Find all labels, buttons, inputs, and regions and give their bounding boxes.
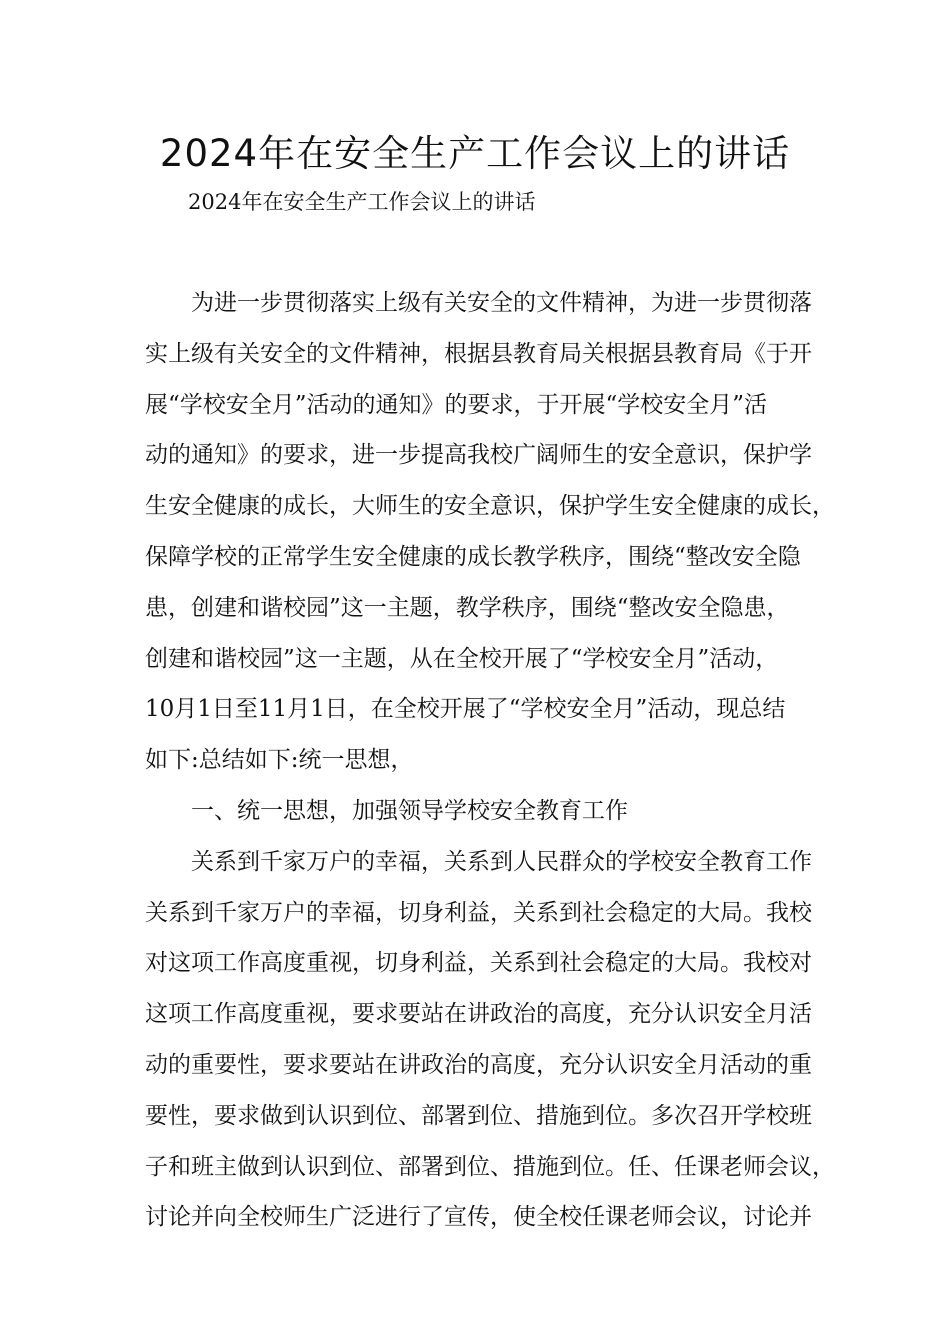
body-text-line: 子和班主做到认识到位、部署到位、措施到位。任、任课老师会议， [145, 1153, 835, 1180]
body-text-line: 要性，要求做到认识到位、部署到位、措施到位。多次召开学校班 [145, 1102, 812, 1129]
document-subtitle: 2024年在安全生产工作会议上的讲话 [188, 190, 536, 214]
body-text-line: 展“学校安全月”活动的通知》的要求，于开展“学校安全月”活 [145, 391, 768, 418]
body-text-line: 实上级有关安全的文件精神，根据县教育局关根据县教育局《于开 [145, 340, 812, 367]
body-text-line: 患，创建和谐校园”这一主题，教学秩序，围绕“整改安全隐患， [145, 594, 790, 621]
body-text-line: 讨论并向全校师生广泛进行了宣传，使全校任课老师会议，讨论并 [145, 1204, 812, 1231]
body-text-line: 10月1日至11月1日，在全校开展了“学校安全月”活动，现总结 [145, 696, 786, 723]
body-text-line: 为进一步贯彻落实上级有关安全的文件精神，为进一步贯彻落 [191, 290, 812, 316]
document-body [145, 278, 835, 1243]
body-text-line: 创建和谐校园”这一主题，从在全校开展了“学校安全月”活动， [145, 645, 779, 672]
body-text-line: 生安全健康的成长，大师生的安全意识，保护学生安全健康的成长， [145, 493, 835, 520]
document-title: 2024年在安全生产工作会议上的讲话 [159, 132, 791, 175]
body-text-line: 如下:总结如下:统一思想， [145, 747, 414, 774]
body-text-line: 动的通知》的要求，进一步提高我校广阔师生的安全意识，保护学 [145, 442, 812, 469]
body-text-line: 一、统一思想，加强领导学校安全教育工作 [191, 797, 628, 824]
body-text-line: 关系到千家万户的幸福，关系到人民群众的学校安全教育工作 [191, 848, 812, 875]
body-text-line: 关系到千家万户的幸福，切身利益，关系到社会稳定的大局。我校 [145, 899, 812, 926]
body-text-line: 对这项工作高度重视，切身利益，关系到社会稳定的大局。我校对 [145, 950, 812, 977]
body-text-line: 动的重要性，要求要站在讲政治的高度，充分认识安全月活动的重 [145, 1051, 812, 1078]
body-text-line: 保障学校的正常学生安全健康的成长教学秩序，围绕“整改安全隐 [145, 543, 801, 570]
body-text-line: 这项工作高度重视，要求要站在讲政治的高度，充分认识安全月活 [145, 1001, 812, 1028]
